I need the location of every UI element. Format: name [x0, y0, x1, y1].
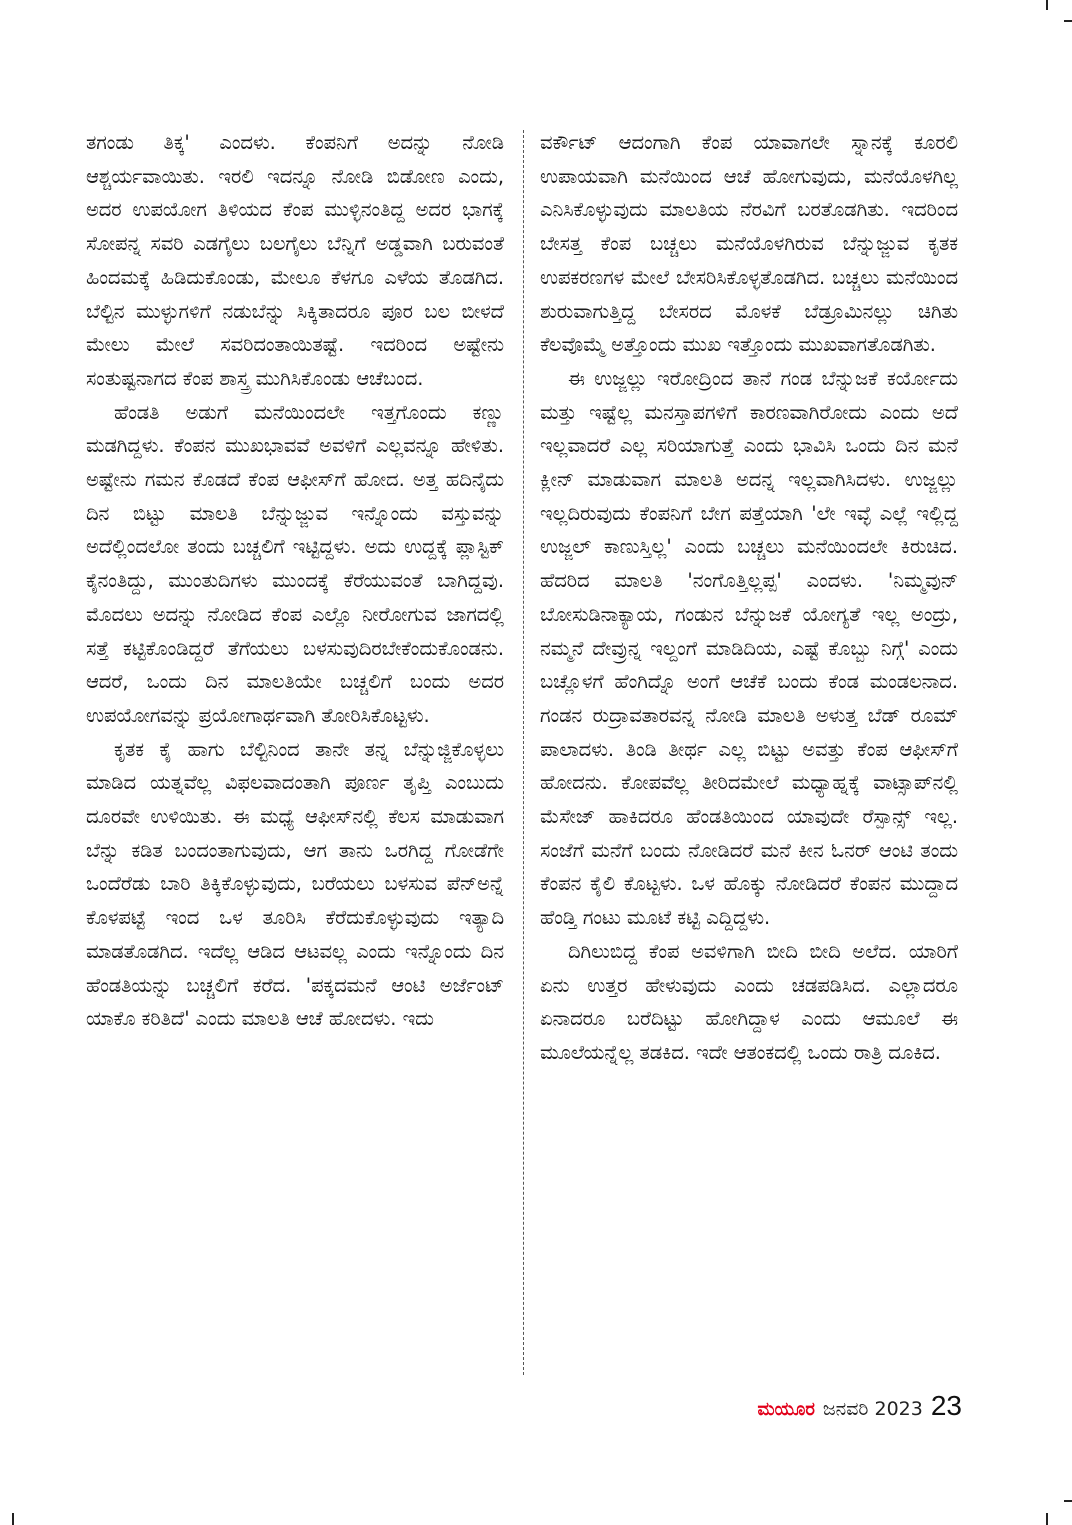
- crop-mark-bottom-left: [12, 1513, 14, 1525]
- right-column: [540, 126, 958, 1070]
- paragraph: ದಿಗಿಲುಬಿದ್ದ ಕೆಂಪ ಅವಳಿಗಾಗಿ ಬೀದಿ ಬೀದಿ ಅಲೆದ. ಯಾರಿಗೆ ಏನು ಉತ್ತರ ಹೇಳುವುದು ಎಂದು ಚಡಪಡಿಸಿದ. ಎಲ್ಲಾದರೂ ಏನಾದರೂ ಬರೆದಿಟ್ಟು ಹೋಗಿದ್ದಾಳ ಎಂದು ಆಮೂಲೆ ಈ ಮೂಲೆಯನ್ನೆಲ್ಲ ತಡಕಿದ. ಇದೇ ಆತಂಕದಲ್ಲಿ ಒಂದು ರಾತ್ರಿ ದೂಕಿದ.: [540, 939, 958, 1064]
- crop-mark-bottom-right: [1046, 1513, 1048, 1525]
- paragraph: ಕೃತಕ ಕೈ ಹಾಗು ಬೆಲ್ಟಿನಿಂದ ತಾನೇ ತನ್ನ ಬೆನ್ನುಜ್ಜಿಕೊಳ್ಳಲು ಮಾಡಿದ ಯತ್ನವೆಲ್ಲ ವಿಫಲವಾದಂತಾಗಿ ಪೂರ್ಣ ತೃಪ್ತಿ ಎಂಬುದು ದೂರವೇ ಉಳಿಯಿತು. ಈ ಮಧ್ಯೆ ಆಫೀಸ್‌ನಲ್ಲಿ ಕೆಲಸ ಮಾಡುವಾಗ ಬೆನ್ನು ಕಡಿತ ಬಂದಂತಾಗುವುದು, ಆಗ ತಾನು ಒರಗಿದ್ದ ಗೋಡೆಗೇ ಒಂದೆರೆಡು ಬಾರಿ ತಿಕ್ಕಿಕೊಳ್ಳುವುದು, ಬರೆಯಲು ಬಳಸುವ ಪೆನ್‌ಅನ್ನೆ ಕೊಳಪಟ್ಟೆ ಇಂದ ಒಳ ತೂರಿಸಿ ಕೆರೆದುಕೊಳ್ಳುವುದು ಇತ್ಯಾದಿ ಮಾಡತೊಡಗಿದ. ಇದೆಲ್ಲ ಆಡಿದ ಆಟವಲ್ಲ ಎಂದು ಇನ್ನೊಂದು ದಿನ ಹೆಂಡತಿಯನ್ನು ಬಚ್ಚಲಿಗೆ ಕರೆದ. 'ಪಕ್ಕದಮನೆ ಆಂಟಿ ಅರ್ಜೆಂಟ್ ಯಾಕೊ ಕರಿತಿದೆ' ಎಂದು ಮಾಲತಿ ಆಚೆ ಹೋದಳು. ಇದು: [86, 737, 504, 1031]
- crop-mark-right-upper: [1064, 20, 1072, 22]
- paragraph: ವರ್ಕೌಟ್ ಆದಂಗಾಗಿ ಕೆಂಪ ಯಾವಾಗಲೇ ಸ್ನಾನಕ್ಕೆ ಕೂರಲಿ ಉಪಾಯವಾಗಿ ಮನೆಯಿಂದ ಆಚೆ ಹೋಗುವುದು, ಮನೆಯೊಳಗಿಲ್ಲ ಎನಿಸಿಕೊಳ್ಳುವುದು ಮಾಲತಿಯ ನೆರವಿಗೆ ಬರತೊಡಗಿತು. ಇದರಿಂದ ಬೇಸತ್ತ ಕೆಂಪ ಬಚ್ಚಲು ಮನೆಯೊಳಗಿರುವ ಬೆನ್ನುಜ್ಜುವ ಕೃತಕ ಉಪಕರಣಗಳ ಮೇಲೆ ಬೇಸರಿಸಿಕೊಳ್ಳತೊಡಗಿದ. ಬಚ್ಚಲು ಮನೆಯಿಂದ ಶುರುವಾಗುತ್ತಿದ್ದ ಬೇಸರದ ಮೊಳಕೆ ಬೆಡ್ರೂಮಿನಲ್ಲು ಚಿಗಿತು ಕೆಲವೊಮ್ಮೆ ಅತ್ತೊಂದು ಮುಖ ಇತ್ತೊಂದು ಮುಖವಾಗತೊಡಗಿತು.: [540, 131, 958, 357]
- issue-date: ಜನವರಿ 2023: [822, 1398, 923, 1420]
- page-footer: [757, 1390, 962, 1422]
- column-divider: [523, 130, 524, 1375]
- paragraph: ತಗಂಡು ತಿಕ್ಕ' ಎಂದಳು. ಕೆಂಪನಿಗೆ ಅದನ್ನು ನೋಡಿ ಆಶ್ಚರ್ಯವಾಯಿತು. ಇರಲಿ ಇದನ್ನೂ ನೋಡಿ ಬಿಡೋಣ ಎಂದು, ಅದರ ಉಪಯೋಗ ತಿಳಿಯದ ಕೆಂಪ ಮುಳ್ಳಿನಂತಿದ್ದ ಅದರ ಭಾಗಕ್ಕೆ ಸೋಪನ್ನ ಸವರಿ ಎಡಗೈಲು ಬಲಗೈಲು ಬೆನ್ನಿಗೆ ಅಡ್ಡವಾಗಿ ಬರುವಂತೆ ಹಿಂದಮಕ್ಕೆ ಹಿಡಿದುಕೊಂಡು, ಮೇಲೂ ಕೆಳಗೂ ಎಳೆಯ ತೊಡಗಿದ. ಬೆಲ್ಟಿನ ಮುಳ್ಳುಗಳಿಗೆ ನಡುಬೆನ್ನು ಸಿಕ್ಕಿತಾದರೂ ಪೂರ ಬಲ ಬೀಳದೆ ಮೇಲು ಮೇಲೆ ಸವರಿದಂತಾಯಿತಷ್ಟೆ. ಇದರಿಂದ ಅಷ್ಟೇನು ಸಂತುಷ್ಟನಾಗದ ಕೆಂಪ ಶಾಸ್ತ್ರ ಮುಗಿಸಿಕೊಂಡು ಆಚೆಬಂದ.: [86, 131, 504, 390]
- paragraph: ಹೆಂಡತಿ ಅಡುಗೆ ಮನೆಯಿಂದಲೇ ಇತ್ತಗೊಂದು ಕಣ್ಣು ಮಡಗಿದ್ದಳು. ಕೆಂಪನ ಮುಖಭಾವವೆ ಅವಳಿಗೆ ಎಲ್ಲವನ್ನೂ ಹೇಳಿತು. ಅಷ್ಟೇನು ಗಮನ ಕೊಡದೆ ಕೆಂಪ ಆಫೀಸ್‌ಗೆ ಹೋದ. ಅತ್ತ ಹದಿನೈದು ದಿನ ಬಿಟ್ಟು ಮಾಲತಿ ಬೆನ್ನುಜ್ಜುವ ಇನ್ನೊಂದು ವಸ್ತುವನ್ನು ಅದೆಲ್ಲಿಂದಲೋ ತಂದು ಬಚ್ಚಲಿಗೆ ಇಟ್ಟಿದ್ದಳು. ಅದು ಉದ್ದಕ್ಕೆ ಪ್ಲಾಸ್ಟಿಕ್ ಕೈನಂತಿದ್ದು, ಮುಂತುದಿಗಳು ಮುಂದಕ್ಕೆ ಕೆರೆಯುವಂತೆ ಬಾಗಿದ್ದವು. ಮೊದಲು ಅದನ್ನು ನೋಡಿದ ಕೆಂಪ ಎಲ್ಲೊ ನೀರೋಗುವ ಜಾಗದಲ್ಲಿ ಸತ್ತೆ ಕಟ್ಟಿಕೊಂಡಿದ್ದರೆ ತೆಗೆಯಲು ಬಳಸುವುದಿರಬೇಕೆಂದುಕೊಂಡನು. ಆದರೆ, ಒಂದು ದಿನ ಮಾಲತಿಯೇ ಬಚ್ಚಲಿಗೆ ಬಂದು ಅದರ ಉಪಯೋಗವನ್ನು ಪ್ರಯೋಗಾರ್ಥವಾಗಿ ತೋರಿಸಿಕೊಟ್ಟಳು.: [86, 400, 504, 727]
- magazine-logo: ಮಯೂರ: [757, 1399, 815, 1420]
- page-number: 23: [930, 1390, 962, 1421]
- paragraph: ಈ ಉಜ್ಜಲ್ಲು ಇರೋದ್ರಿಂದ ತಾನೆ ಗಂಡ ಬೆನ್ನುಜಕೆ ಕರ್ಯೋದು ಮತ್ತು ಇಷ್ಟೆಲ್ಲ ಮನಸ್ತಾಪಗಳಿಗೆ ಕಾರಣವಾಗಿರೋದು ಎಂದು ಅದೆ ಇಲ್ಲವಾದರೆ ಎಲ್ಲ ಸರಿಯಾಗುತ್ತೆ ಎಂದು ಭಾವಿಸಿ ಒಂದು ದಿನ ಮನೆ ಕ್ಲೀನ್ ಮಾಡುವಾಗ ಮಾಲತಿ ಅದನ್ನ ಇಲ್ಲವಾಗಿಸಿದಳು. ಉಜ್ಜಲ್ಲು ಇಲ್ಲದಿರುವುದು ಕೆಂಪನಿಗೆ ಬೇಗ ಪತ್ತೆಯಾಗಿ 'ಲೇ ಇವ್ಳೆ ಎಲ್ಲೆ ಇಲ್ಲಿದ್ದ ಉಜ್ಜಲ್ ಕಾಣುಸ್ತಿಲ್ಲ' ಎಂದು ಬಚ್ಚಲು ಮನೆಯಿಂದಲೇ ಕಿರುಚಿದ. ಹೆದರಿದ ಮಾಲತಿ 'ನಂಗೊತ್ತಿಲ್ಲಪ್ಪ' ಎಂದಳು. 'ನಿಮ್ಮವುನ್ ಬೋಸುಡಿನಾಕ್ಯಾಯ, ಗಂಡುನ ಬೆನ್ನುಜಕೆ ಯೋಗ್ಯತೆ ಇಲ್ಲ ಅಂದ್ರು, ನಮ್ಮನೆ ದೇವ್ರುನ್ನ ಇಲ್ದಂಗೆ ಮಾಡಿದಿಯ, ಎಷ್ಟೆ ಕೊಬ್ಬು ನಿಗ್ಗೆ' ಎಂದು ಬಚ್ಲೊಳಗೆ ಹೆಂಗಿದ್ನೊ ಅಂಗೆ ಆಚೆಕೆ ಬಂದು ಕೆಂಡ ಮಂಡಲನಾದ. ಗಂಡನ ರುದ್ರಾವತಾರವನ್ನ ನೋಡಿ ಮಾಲತಿ ಅಳುತ್ತ ಬೆಡ್ ರೂಮ್ ಪಾಲಾದಳು. ತಿಂಡಿ ತೀರ್ಥ ಎಲ್ಲ ಬಿಟ್ಟು ಅವತ್ತು ಕೆಂಪ ಆಫೀಸ್‌ಗೆ ಹೋದನು. ಕೋಪವೆಲ್ಲ ತೀರಿದಮೇಲೆ ಮಧ್ಯಾಹ್ನಕ್ಕೆ ವಾಟ್ಸಾಪ್‌ನಲ್ಲಿ ಮೆಸೇಜ್ ಹಾಕಿದರೂ ಹೆಂಡತಿಯಿಂದ ಯಾವುದೇ ರೆಸ್ಪಾನ್ಸ್ ಇಲ್ಲ. ಸಂಜೆಗೆ ಮನೆಗೆ ಬಂದು ನೋಡಿದರೆ ಮನೆ ಕೀನ ಓನರ್ ಆಂಟಿ ತಂದು ಕೆಂಪನ ಕೈಲಿ ಕೊಟ್ಟಳು. ಒಳ ಹೊಕ್ಕು ನೋಡಿದರೆ ಕೆಂಪನ ಮುದ್ದಾದ ಹೆಂಡ್ತಿ ಗಂಟು ಮೂಟೆ ಕಟ್ಟಿ ಎದ್ದಿದ್ದಳು.: [540, 366, 958, 930]
- crop-mark-right-lower: [1064, 1500, 1072, 1502]
- left-column: [86, 126, 504, 1036]
- crop-mark-top-right: [1046, 0, 1048, 10]
